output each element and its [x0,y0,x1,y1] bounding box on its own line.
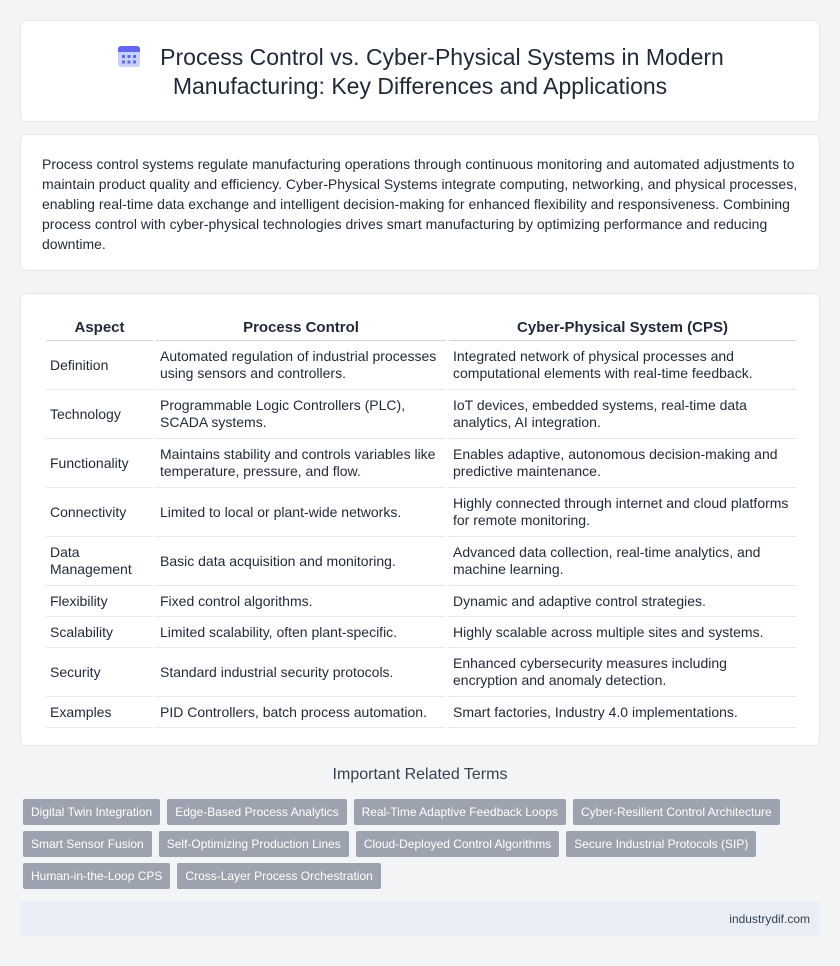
related-term-tag[interactable]: Human-in-the-Loop CPS [23,863,170,889]
table-row [46,617,796,648]
related-terms-list [23,799,813,889]
row-aspect: Data Management [46,537,153,586]
row-process-control: Fixed control algorithms. [156,586,446,617]
row-process-control: Maintains stability and controls variables like temperature, pressure, and flow. [156,439,446,488]
row-cps: Highly connected through internet and cloud platforms for remote monitoring. [449,488,796,537]
row-process-control: Limited to local or plant-wide networks. [156,488,446,537]
related-term-tag[interactable]: Self-Optimizing Production Lines [159,831,349,857]
row-process-control: Automated regulation of industrial processes using sensors and controllers. [156,341,446,390]
row-cps: Enables adaptive, autonomous decision-making and predictive maintenance. [449,439,796,488]
row-cps: Enhanced cybersecurity measures including encryption and anomaly detection. [449,648,796,697]
table-row [46,439,796,488]
row-aspect: Scalability [46,617,153,648]
row-process-control: PID Controllers, batch process automation. [156,697,446,728]
related-term-tag[interactable]: Cross-Layer Process Orchestration [177,863,380,889]
table-row [46,697,796,728]
related-term-tag[interactable]: Edge-Based Process Analytics [167,799,346,825]
row-process-control: Standard industrial security protocols. [156,648,446,697]
related-term-tag[interactable]: Real-Time Adaptive Feedback Loops [354,799,566,825]
row-aspect: Definition [46,341,153,390]
table-row [46,341,796,390]
table-row [46,537,796,586]
title-card [20,20,820,122]
row-cps: Highly scalable across multiple sites and systems. [449,617,796,648]
related-term-tag[interactable]: Secure Industrial Protocols (SIP) [566,831,756,857]
intro-paragraph: Process control systems regulate manufacturing operations through continuous monitoring and automated adjustments to maintain product quality and efficiency. Cyber-Physical Systems integrate computing, networking, and physical processes, enabling real-time data exchange and intelligent decision-making for enhanced flexibility and responsiveness. Combining process control with cyber-physical technologies drives smart manufacturing by optimizing performance and reducing downtime. [42,156,798,252]
header-aspect: Aspect [46,314,153,341]
page-title [21,43,819,101]
row-process-control: Programmable Logic Controllers (PLC), SCADA systems. [156,390,446,439]
row-aspect: Examples [46,697,153,728]
row-cps: Dynamic and adaptive control strategies. [449,586,796,617]
calendar-icon [116,43,142,69]
related-term-tag[interactable]: Cyber-Resilient Control Architecture [573,799,780,825]
table-row [46,586,796,617]
title-text-1: Process Control vs. Cyber-Physical Systems in Modern [160,44,724,70]
table-row [46,390,796,439]
row-cps: IoT devices, embedded systems, real-time data analytics, AI integration. [449,390,796,439]
row-process-control: Basic data acquisition and monitoring. [156,537,446,586]
table-row [46,488,796,537]
row-aspect: Flexibility [46,586,153,617]
row-aspect: Connectivity [46,488,153,537]
page-title-line-1 [21,43,819,72]
row-aspect: Technology [46,390,153,439]
related-term-tag[interactable]: Cloud-Deployed Control Algorithms [356,831,559,857]
page-title-line-2: Manufacturing: Key Differences and Applications [172,73,668,99]
row-cps: Advanced data collection, real-time analytics, and machine learning. [449,537,796,586]
table-row [46,648,796,697]
footer [20,902,820,936]
header-cps: Cyber-Physical System (CPS) [449,314,796,341]
related-terms-title: Important Related Terms [332,766,508,783]
row-aspect: Security [46,648,153,697]
row-cps: Integrated network of physical processes and computational elements with real-time feedback. [449,341,796,390]
table-header-row [46,314,796,341]
intro-card [20,134,820,271]
row-cps: Smart factories, Industry 4.0 implementations. [449,697,796,728]
row-process-control: Limited scalability, often plant-specific. [156,617,446,648]
comparison-card [20,293,820,746]
row-aspect: Functionality [46,439,153,488]
related-term-tag[interactable]: Smart Sensor Fusion [23,831,152,857]
footer-site-link[interactable]: industrydif.com [729,912,810,926]
related-term-tag[interactable]: Digital Twin Integration [23,799,160,825]
comparison-table [43,314,799,728]
header-process-control: Process Control [156,314,446,341]
